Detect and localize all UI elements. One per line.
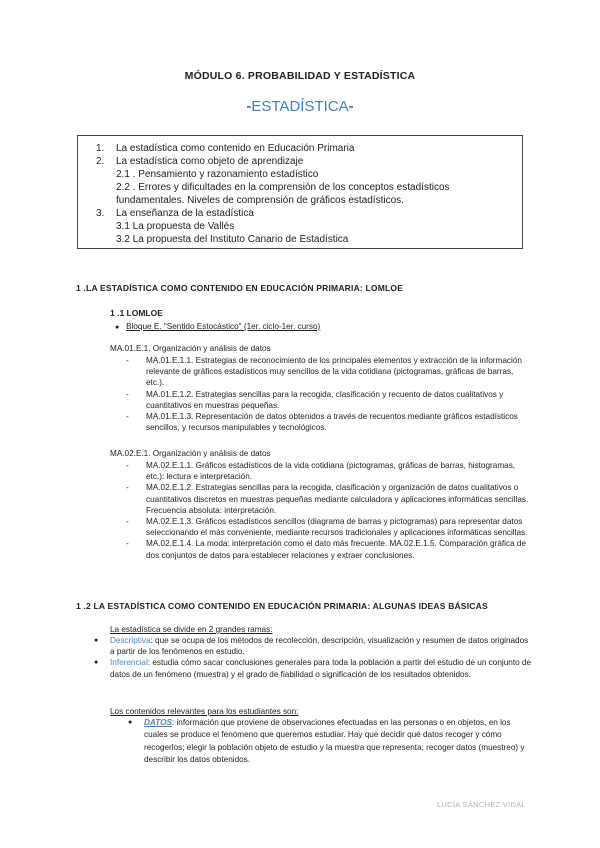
list-item: ● Descriptiva: que se ocupa de los métodos de recolección, descripción, visualización y resumen de datos originados a partir de los fenómenos en estudio. [94, 636, 529, 657]
section-1-2-heading: 1 .2 LA ESTADÍSTICA COMO CONTENIDO EN EDUCACIÓN PRIMARIA: ALGUNAS IDEAS BÁSICAS [76, 601, 488, 611]
section-1-heading: 1 .LA ESTADÍSTICA COMO CONTENIDO EN EDUCACIÓN PRIMARIA: LOMLOE [76, 283, 404, 293]
branches-intro: La estadística se divide en 2 grandes ramas: [110, 625, 273, 634]
contents-intro: Los contenidos relevantes para los estudiantes son: [110, 707, 299, 716]
toc-item-3-2: 3.2 La propuesta del Instituto Canario de Estadística [116, 234, 349, 245]
list-item: - MA.01.E.1.1. Estrategias de reconocimiento de los principales elementos y extracción de la información relevante de gráficos estadísticos muy sencillos de la vida cotidiana (pictogramas, gráficas de barras, etc.). [126, 356, 522, 388]
list-item: - MA.01.E.1.2. Estrategias sencillas para la recogida, clasificación y recuento de datos cualitativos y cuantitativos en muestras pequeñas. [126, 389, 504, 410]
subsection-1-1-heading: 1 .1 LOMLOE [110, 308, 163, 318]
toc-item-1: 1. La estadística como contenido en Educación Primaria [96, 143, 355, 154]
ma01-list [126, 355, 531, 433]
datos-label: DATOS [144, 718, 172, 727]
block-e-title: Bloque E. "Sentido Estocástico" (1er. ciclo-1er. curso) [126, 322, 321, 331]
list-item: - MA.02.E.1.3. Gráficos estadísticos sencillos (diagrama de barras y pictogramas) para representar datos seleccionando el más conveniente, mediante recursos tradicionales y aplicaciones informáticas sencillas. [126, 517, 528, 538]
author-footer: LUCÍA SÁNCHEZ VIDAL [437, 800, 527, 809]
descriptiva-label: Descriptiva [110, 636, 151, 645]
toc-item-2: 2. La estadística como objeto de aprendizaje [96, 156, 304, 167]
ma01-heading: MA.01.E.1. Organización y análisis de datos [110, 344, 271, 353]
list-item: ● Inferencial: estudia cómo sacar conclusiones generales para toda la población a partir del estudio de un conjunto de datos de un fenómeno (muestra) y el grado de fiabilidad o significación de los resultados obtenidos. [94, 658, 532, 679]
toc-item-3-1: 3.1 La propuesta de Vallés [116, 221, 235, 232]
list-item: - MA.02.E.1.4. La moda: interpretación como el dato más frecuente. MA.02.E.1.5. Comparación gráfica de dos conjuntos de datos para establecer relaciones y extraer conclusiones. [126, 539, 527, 560]
inferencial-label: Inferencial [110, 658, 148, 668]
ma02-heading: MA.02.E.1. Organización y análisis de datos [110, 449, 271, 458]
bullet-icon: ● [115, 324, 120, 331]
module-title: MÓDULO 6. PROBABILIDAD Y ESTADÍSTICA [184, 70, 416, 82]
subtitle-highlight: ESTADÍSTICA [251, 98, 349, 115]
contents-list [128, 717, 528, 767]
branches-list [94, 635, 534, 680]
toc-item-2-2: 2.2 . Errores y dificultades en la comprensión de los conceptos estadísticos fundamentales. Niveles de comprensión de gráficos estadísticos. [116, 182, 450, 206]
list-item: - MA.02.E.1.1. Gráficos estadísticos de la vida cotidiana (pictogramas, gráficas de barras, histogramas, etc.): lectura e interpretación. [126, 461, 516, 482]
ma02-list [126, 460, 531, 561]
toc-item-2-1: 2.1 . Pensamiento y razonamiento estadístico [116, 169, 319, 180]
section-subtitle: -ESTADÍSTICA- [246, 98, 354, 115]
list-item: ● DATOS: información que proviene de observaciones efectuadas en las personas o en objetos, en los cuales se produce el fenómeno que queremos estudiar. Hay que decidir qué datos recoger y cómo recogerlos; elegir la población objeto de estudio y la muestra que representa; recoger datos (muestreo) y describir los datos obtenidos. [128, 718, 525, 765]
list-item: - MA.02.E.1.2. Estrategias sencillas para la recogida, clasificación y organización de datos cualitativos o cuantitativos discretos en muestras pequeñas mediante calculadora y aplicaciones informáticas sencillas. Frecuencia absoluta: interpretación. [126, 483, 529, 515]
list-item: - MA.01.E.1.3. Representación de datos obtenidos a través de recuentos mediante gráficos estadísticos sencillos, y recursos manipulables y tecnológicos. [126, 412, 518, 433]
table-of-contents [77, 135, 523, 249]
block-e-line [115, 322, 320, 331]
toc-item-3: 3. La enseñanza de la estadística [96, 208, 254, 219]
